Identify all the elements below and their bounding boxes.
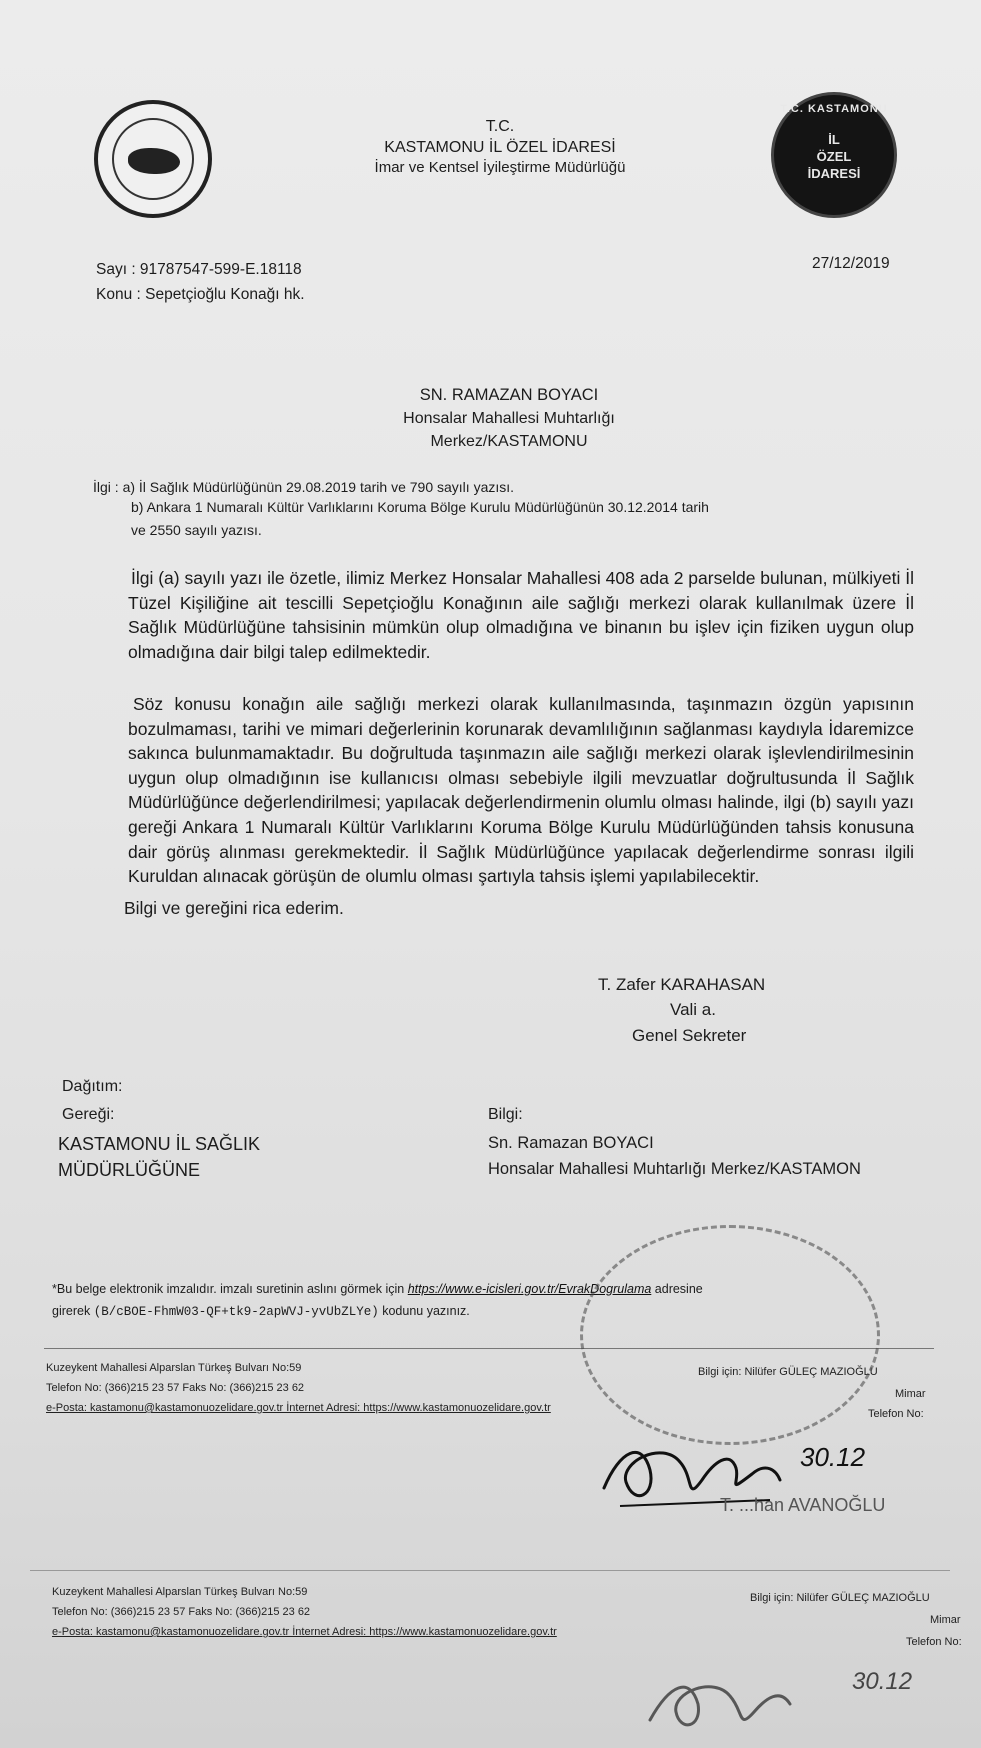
handwritten-signature-duplicate <box>640 1640 820 1740</box>
verification-code: (B/cBOE-FhmW03-QF+tk9-2apWVJ-yvUbZLYe) <box>93 1305 379 1319</box>
closing-line: Bilgi ve gereğini rica ederim. <box>124 898 344 918</box>
letterhead <box>330 118 670 176</box>
emblem-line1: İL <box>828 132 840 147</box>
footer-contact: Bilgi için: Nilüfer GÜLEÇ MAZIOĞLU <box>698 1366 878 1378</box>
signatory-title-1: Vali a. <box>670 1000 716 1019</box>
stamp-date-note: 30.12 <box>800 1442 866 1472</box>
e-signature-note-line2 <box>52 1304 470 1319</box>
letterhead-institution: KASTAMONU İL ÖZEL İDARESİ <box>384 139 616 156</box>
footer-contact-duplicate: Bilgi için: Nilüfer GÜLEÇ MAZIOĞLU <box>750 1592 930 1604</box>
footer-contact-phone: Telefon No: <box>868 1408 924 1420</box>
code-prefix: girerek <box>52 1304 94 1318</box>
emblem-line2: ÖZEL <box>816 149 852 164</box>
document-date: 27/12/2019 <box>812 255 890 272</box>
body-paragraph-2: Söz konusu konağın aile sağlığı merkezi olarak kullanılmasında, taşınmazın özgün yapısının bozulmaması, tarihi ve mimari değerlerinin korunarak devamlılığının sağlanması kaydıyla İdaremizce sakınca bulunmamaktadır. Bu doğrultuda taşınmazın aile sağlığı merkezi olarak işlevlendirilmesinin uygun olup olmadığının ise kullanıcısı olması sebebiyle ilgili mevzuatlar doğrultusunda İl Sağlık Müdürlüğünce değerlendirilmesi; yapılacak değerlendirmenin olumlu olması halinde, ilgi (b) sayılı yazı gereği Ankara 1 Numaralı Kültür Varlıklarını Koruma Bölge Kurulu Müdürlüğünden tahsis konusuna dair görüş alınması gerekmektedir. İl Sağlık Müdürlüğünce yapılacak değerlendirme sonrası ilgili Kuruldan alınacak görüşün de olumlu olması şartıyla tahsis işlemi yapılabilecektir. <box>128 694 914 887</box>
distribution-heading: Dağıtım: <box>62 1078 123 1095</box>
emblem-ring-text: T.C. KASTAMONU <box>780 103 888 115</box>
subject-line: Konu : Sepetçioğlu Konağı hk. <box>96 286 305 303</box>
signatory-title-2: Genel Sekreter <box>632 1026 747 1045</box>
distribution-bilgi-label: Bilgi: <box>488 1106 523 1123</box>
reference-a: İlgi : a) İl Sağlık Müdürlüğünün 29.08.2019 tarih ve 790 sayılı yazısı. <box>93 479 515 495</box>
footer-contact-role-duplicate: Mimar <box>930 1614 961 1626</box>
signatory-name: T. Zafer KARAHASAN <box>598 975 766 994</box>
stamp-name-fragment: T. ...han AVANOĞLU <box>720 1495 886 1515</box>
body-paragraph-1: İlgi (a) sayılı yazı ile özetle, ilimiz Merkez Honsalar Mahallesi 408 ada 2 parselde bulunan, mülkiyeti İl Tüzel Kişiliğine ait tescilli Sepetçioğlu Konağının aile sağlığı merkezi olarak kullanılmak üzere İl Sağlık Müdürlüğüne tahsisinin mümkün olup olmadığına ve binanın bu işlev için fiziken uygun olup olmadığına dair bilgi talep edilmektedir. <box>128 568 914 662</box>
footer-address: Kuzeykent Mahallesi Alparslan Türkeş Bulvarı No:59 <box>46 1362 302 1374</box>
footer-divider-duplicate <box>30 1570 950 1571</box>
il-ozel-idaresi-emblem <box>771 92 897 218</box>
footer-contact-role: Mimar <box>895 1388 926 1400</box>
e-signature-prefix: *Bu belge elektronik imzalıdır. imzalı suretinin aslını görmek için <box>52 1282 408 1296</box>
footer-email-web-duplicate: e-Posta: kastamonu@kastamonuozelidare.gov.tr İnternet Adresi: https://www.kastamonuozelidare.gov.tr <box>52 1626 557 1638</box>
reference-b-line2: ve 2550 sayılı yazısı. <box>131 522 262 538</box>
distribution-bilgi-line1: Sn. Ramazan BOYACI <box>488 1134 654 1152</box>
footer-phone: Telefon No: (366)215 23 57 Faks No: (366)215 23 62 <box>46 1382 305 1394</box>
verification-link[interactable]: https://www.e-icisleri.gov.tr/EvrakDogrulama <box>407 1282 652 1296</box>
footer-address-duplicate: Kuzeykent Mahallesi Alparslan Türkeş Bulvarı No:59 <box>52 1586 308 1598</box>
emblem-line3: İDARESİ <box>807 166 861 181</box>
letterhead-department: İmar ve Kentsel İyileştirme Müdürlüğü <box>374 159 626 176</box>
reference-number: Sayı : 91787547-599-E.18118 <box>96 261 302 278</box>
distribution-geregi-line2: MÜDÜRLÜĞÜNE <box>58 1160 201 1180</box>
ministry-emblem <box>94 100 212 218</box>
recipient-location: Merkez/KASTAMONU <box>430 433 588 450</box>
recipient-office: Honsalar Mahallesi Muhtarlığı <box>403 410 615 427</box>
stamp-date-note-duplicate: 30.12 <box>852 1668 913 1695</box>
letterhead-tc: T.C. <box>485 118 515 135</box>
footer-email-web: e-Posta: kastamonu@kastamonuozelidare.gov.tr İnternet Adresi: https://www.kastamonuozelidare.gov.tr <box>46 1402 551 1414</box>
reference-b-line1: b) Ankara 1 Numaralı Kültür Varlıklarını Koruma Bölge Kurulu Müdürlüğünün 30.12.2014 tarih <box>131 499 709 515</box>
distribution-geregi-line1: KASTAMONU İL SAĞLIK <box>58 1134 261 1154</box>
footer-contact-phone-duplicate: Telefon No: <box>906 1636 962 1648</box>
e-signature-suffix: adresine <box>651 1282 703 1296</box>
distribution-bilgi-line2: Honsalar Mahallesi Muhtarlığı Merkez/KASTAMON <box>488 1160 861 1178</box>
distribution-geregi-label: Gereği: <box>62 1106 115 1123</box>
footer-phone-duplicate: Telefon No: (366)215 23 57 Faks No: (366)215 23 62 <box>52 1606 311 1618</box>
recipient-name: SN. RAMAZAN BOYACI <box>419 386 599 404</box>
code-suffix: kodunu yazınız. <box>378 1304 470 1318</box>
